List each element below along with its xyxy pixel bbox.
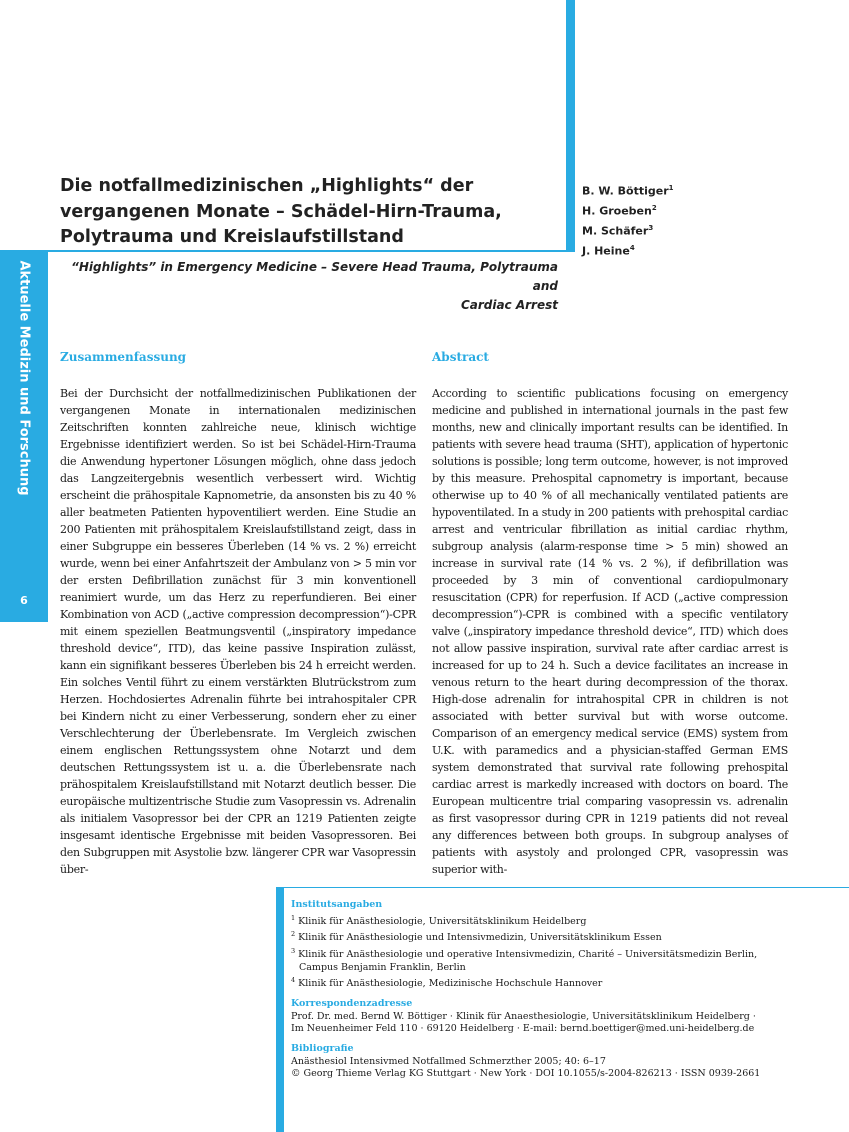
- bibliography: [291, 1043, 831, 1081]
- institution: $^2$ Klinik für Anästhesiologie und Intensivmedizin, Universitätsklinikum Essen: [291, 930, 662, 944]
- german-abstract-heading: Zusammenfassung: [60, 350, 187, 364]
- bibliography-line: Anästhesiol Intensivmed Notfallmed Schmerzther 2005; 40: 6–17: [291, 1055, 606, 1067]
- author: J. Heine$^4$: [582, 244, 635, 259]
- article-title: [60, 174, 560, 251]
- correspondence-line: Im Neuenheimer Feld 110 · 69120 Heidelberg · E-mail: bernd.boettiger@med.uni-heidelberg.de: [291, 1023, 755, 1035]
- institution: Campus Benjamin Franklin, Berlin: [299, 961, 466, 973]
- author-list: [582, 180, 674, 261]
- institutions-heading: Institutsangaben: [291, 899, 383, 910]
- author: H. Groeben$^2$: [582, 204, 657, 218]
- bibliography-heading: Bibliografie: [291, 1042, 354, 1054]
- author: M. Schäfer$^3$: [582, 224, 654, 238]
- institution: $^3$ Klinik für Anästhesiologie und operative Intensivmedizin, Charité – Universitätsmedizin Berlin,: [291, 947, 758, 961]
- institutions: [291, 899, 831, 991]
- author: B. W. Böttiger$^1$: [582, 184, 674, 198]
- institution: $^4$ Klinik für Anästhesiologie, Medizinische Hochschule Hannover: [291, 976, 603, 990]
- article-info: [291, 899, 831, 1088]
- title-line: Die notfallmedizinischen „Highlights“ der: [60, 176, 474, 196]
- title-line: vergangenen Monate – Schädel-Hirn-Trauma,: [60, 201, 502, 222]
- title-line: Polytrauma und Kreislaufstillstand: [60, 227, 404, 247]
- page-number: 6: [20, 594, 28, 607]
- section-label: Aktuelle Medizin und Forschung: [16, 260, 32, 496]
- english-title: “Highlights” in Emergency Medicine – Severe Head Trauma, Polytrauma and Cardiac Arrest: [71, 260, 558, 312]
- bibliography-line: © Georg Thieme Verlag KG Stuttgart · New York · DOI 10.1055/s-2004-826213 · ISSN 0939-2661: [291, 1068, 761, 1080]
- german-abstract-text: Bei der Durchsicht der notfallmedizinischen Publikationen der vergangenen Monate in internationalen medizinischen Zeitschriften konnten zahlreiche neue, klinisch wichtige Ergebnisse identifiziert werden. So ist bei Schädel-Hirn-Trauma die Anwendung hypertoner Lösungen möglich, ohne dass jedoch das Langzeitergebnis wesentlich verbessert wird. Wichtig erscheint die prähospitale Kapnometrie, da ansonsten bis zu 40 % aller beatmeten Patienten hypoventiliert werden. Eine Studie an 200 Patienten mit prähospitalem Kreislaufstillstand zeigt, dass in einer Subgruppe ein besseres Überleben (14 % vs. 2 %) erreicht wurde, wenn bei einer Anfahrtszeit der Ambulanz von > 5 min vor der ersten Defibrillation zunächst für 3 min konventionell reanimiert wurde, um das Herz zu reperfundieren. Bei einer Kombination von ACD („active compression decompression“)-CPR mit einem speziellen Beatmungsventil („inspiratory impedance threshold device“, ITD), das keine passive Inspiration zulässt, kann ein signifikant besseres Überleben bis 24 h erreicht werden. Ein solches Ventil führt zu einem verstärkten Blutrückstrom zum Herzen. Hochdosiertes Adrenalin führte bei intrahospitaler CPR bei Kindern nicht zu einer Verbesserung, sondern eher zu einer Verschlechterung der Überlebensrate. Im Vergleich zwischen einem englischen Rettungssystem ohne Notarzt und dem deutschen Rettungssystem ist u. a. die Überlebensrate nach prähospitalem Kreislaufstillstand mit Notarzt deutlich besser. Die europäische multizentrische Studie zum Vasopressin vs. Adrenalin als initialem Vasopressor bei der CPR an 1219 Patienten zeigte insgesamt identische Ergebnisse mit beiden Vasopressoren. Bei den Subgruppen mit Asystolie bzw. längerer CPR war Vasopressin über-: [60, 387, 416, 876]
- info-box-rule: [276, 887, 849, 888]
- top-accent-bar: [566, 0, 575, 250]
- info-box-accent: [276, 888, 284, 1132]
- english-abstract-heading: Abstract: [432, 350, 489, 364]
- english-abstract-text: According to scientific publications focusing on emergency medicine and published in international journals in the past few months, new and clinically important results can be identified. In patients with severe head trauma (SHT), application of hypertonic solutions is possible; long term outcome, however, is not improved by this measure. Prehospital capnometry is important, because otherwise up to 40 % of all mechanically ventilated patients are hypoventilated. In a study in 200 patients with prehospital cardiac arrest and ventricular fibrillation as initial cardiac rhythm, subgroup analysis (alarm-response time > 5 min) showed an increase in survival rate (14 % vs. 2 %), if defibrillation was proceeded by 3 min of conventional cardiopulmonary resuscitation (CPR) for reperfusion. If ACD („active compression decompression“)-CPR is combined with a specific ventilatory valve („inspiratory impedance threshold device“, ITD) which does not allow passive inspiration, survival rate after cardiac arrest is increased for up to 24 h. Such a device facilitates an increase in venous return to the heart during decompression of the thorax. High-dose adrenalin for intrahospital CPR in children is not associated with better survival but with worse outcome. Comparison of an emergency medical service (EMS) system from U.K. with paramedics and a physician-staffed German EMS system demonstrated that survival rate following prehospital cardiac arrest is markedly increased with doctors on board. The European multicentre trial comparing vasopressin vs. adrenalin as first vasopressor during CPR in 1219 patients did not reveal any differences between both groups. In subgroup analyses of patients with asystoly and prolonged CPR, vasopressin was superior with-: [432, 387, 788, 876]
- correspondence: [291, 998, 831, 1036]
- correspondence-line: Prof. Dr. med. Bernd W. Böttiger · Klinik für Anaesthesiologie, Universitätsklinikum Heidelberg ·: [291, 1010, 756, 1022]
- correspondence-heading: Korrespondenzadresse: [291, 998, 413, 1010]
- institution: $^1$ Klinik für Anästhesiologie, Universitätsklinikum Heidelberg: [291, 913, 587, 927]
